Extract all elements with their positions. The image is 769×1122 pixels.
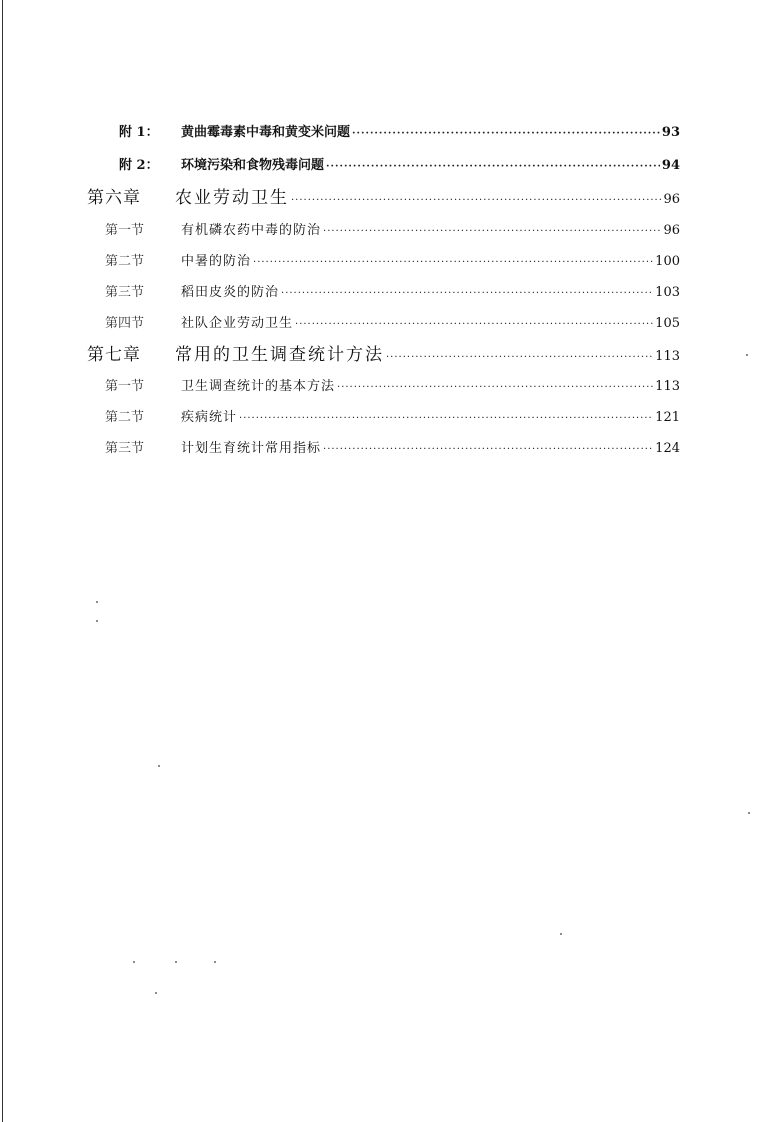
page-number: 113 [655,379,680,394]
appendix-title: 环境污染和食物残毒问题 [181,158,325,173]
chapter-title: 常用的卫生调查统计方法 [175,345,384,365]
section-label: 第四节 [105,316,145,331]
chapter-label: 第七章 [87,345,141,365]
page-number: 124 [655,441,680,456]
section-title: 稻田皮炎的防治 [181,285,280,300]
toc-entry-section[interactable] [105,250,680,269]
toc-entry-section[interactable] [105,219,680,238]
toc-entry-section[interactable] [105,375,680,394]
scan-speck [175,961,177,963]
scan-speck [96,601,98,603]
section-title: 有机磷农药中毒的防治 [181,223,322,238]
section-label: 第二节 [105,254,145,269]
page-number: 113 [655,349,680,364]
page-number: 121 [655,410,680,425]
toc-entry-section[interactable] [105,406,680,425]
page-edge [2,0,3,1122]
toc-entry-section[interactable] [105,437,680,456]
toc-entry-appendix-2[interactable] [119,154,680,173]
section-label: 第三节 [105,441,145,456]
page-number: 103 [655,285,680,300]
dot-leader [281,288,653,299]
toc-entry-section[interactable] [105,281,680,300]
toc-entry-appendix-1[interactable] [119,121,680,140]
scan-speck [133,961,135,963]
chapter-title: 农业劳动卫生 [175,188,289,208]
appendix-label: 附 2： [119,158,159,173]
toc-entry-chapter-7[interactable] [87,340,680,365]
appendix-label: 附 1： [119,125,159,140]
page-number: 94 [661,158,680,173]
toc-entry-section[interactable] [105,312,680,331]
scan-speck [96,620,98,622]
page-number: 96 [663,223,680,238]
section-title: 疾病统计 [181,410,238,425]
page-number: 100 [655,254,680,269]
dot-leader [352,128,660,139]
section-label: 第三节 [105,285,145,300]
dot-leader [253,257,653,268]
section-label: 第二节 [105,410,145,425]
page-number: 105 [655,316,680,331]
toc-entry-chapter-6[interactable] [87,183,680,208]
dot-leader [337,382,653,393]
scan-speck [214,961,216,963]
section-title: 计划生育统计常用指标 [181,441,322,456]
scan-speck [746,354,748,356]
section-label: 第一节 [105,379,145,394]
appendix-title: 黄曲霉毒素中毒和黄变米问题 [181,125,351,140]
section-title: 社队企业劳动卫生 [181,316,294,331]
section-title: 卫生调查统计的基本方法 [181,379,336,394]
scan-speck [748,812,750,814]
scan-speck [560,933,562,935]
dot-leader [386,352,653,363]
page-number: 96 [663,192,680,207]
dot-leader [326,161,660,172]
scan-speck [155,992,157,994]
dot-leader [323,226,661,237]
dot-leader [323,444,653,455]
chapter-label: 第六章 [87,188,141,208]
dot-leader [291,195,661,206]
dot-leader [239,413,653,424]
section-title: 中暑的防治 [181,254,252,269]
dot-leader [295,319,653,330]
scan-speck [158,765,160,767]
page-number: 93 [661,125,680,140]
section-label: 第一节 [105,223,145,238]
